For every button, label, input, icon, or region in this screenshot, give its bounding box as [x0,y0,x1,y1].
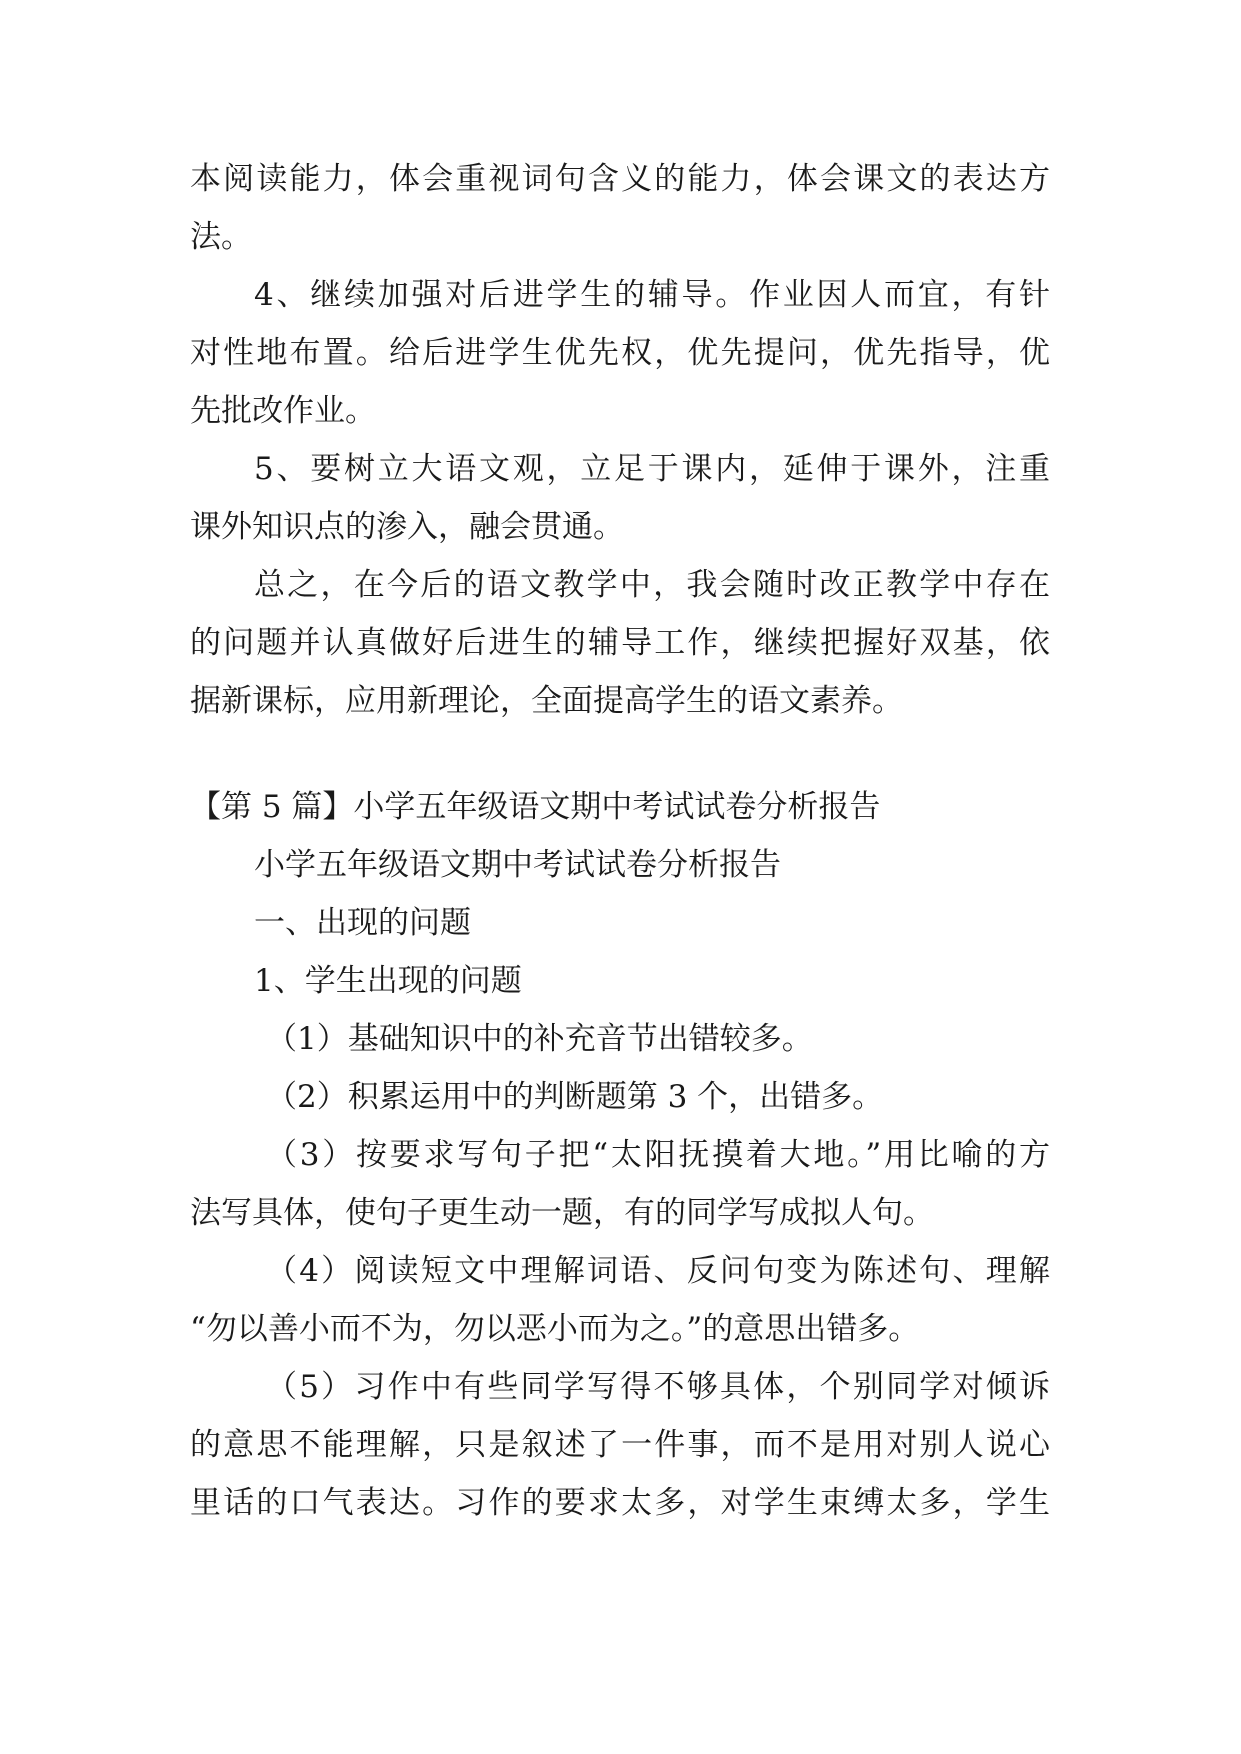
problem-item-1: （1）基础知识中的补充音节出错较多。 [266,1021,813,1057]
problem-item-3-line: 法写具体，使句子更生动一题，有的同学写成拟人句。 [190,1195,934,1231]
problem-item-3-line: （3）按要求写句子把“太阳抚摸着大地。”用比喻的方 [266,1137,1050,1173]
document-page [190,150,1050,1532]
conclusion-line: 的问题并认真做好后进生的辅导工作，继续把握好双基，依 [190,625,1050,661]
list-item-4-line: 4、继续加强对后进学生的辅导。作业因人而宜，有针 [254,277,1050,313]
paragraph-line: 本阅读能力，体会重视词句含义的能力，体会课文的表达方 [190,161,1050,197]
document-title: 小学五年级语文期中考试试卷分析报告 [254,847,781,883]
section-gap [190,730,1050,778]
list-item-5-line: 课外知识点的渗入，融会贯通。 [190,509,624,545]
problem-item-5-line: （5）习作中有些同学写得不够具体，个别同学对倾诉 [266,1369,1050,1405]
problem-item-5-line: 的意思不能理解，只是叙述了一件事，而不是用对别人说心 [190,1427,1050,1463]
problem-item-5-line: 里话的口气表达。习作的要求太多，对学生束缚太多，学生 [190,1485,1050,1521]
sub-heading: 1、学生出现的问题 [254,963,522,999]
problem-item-4-line: （4）阅读短文中理解词语、反问句变为陈述句、理解 [266,1253,1050,1289]
conclusion-line: 总之，在今后的语文教学中，我会随时改正教学中存在 [254,567,1050,603]
list-item-4-line: 先批改作业。 [190,393,376,429]
list-item-5-line: 5、要树立大语文观，立足于课内，延伸于课外，注重 [254,451,1050,487]
problem-item-4-line: “勿以善小而不为，勿以恶小而为之。”的意思出错多。 [190,1311,920,1347]
problem-item-2: （2）积累运用中的判断题第 3 个，出错多。 [266,1079,884,1115]
list-item-4-line: 对性地布置。给后进学生优先权，优先提问，优先指导，优 [190,335,1050,371]
part-heading: 一、出现的问题 [254,905,471,941]
section-heading: 【第 5 篇】小学五年级语文期中考试试卷分析报告 [190,789,881,825]
paragraph-line: 法。 [190,219,252,255]
conclusion-line: 据新课标，应用新理论，全面提高学生的语文素养。 [190,683,903,719]
